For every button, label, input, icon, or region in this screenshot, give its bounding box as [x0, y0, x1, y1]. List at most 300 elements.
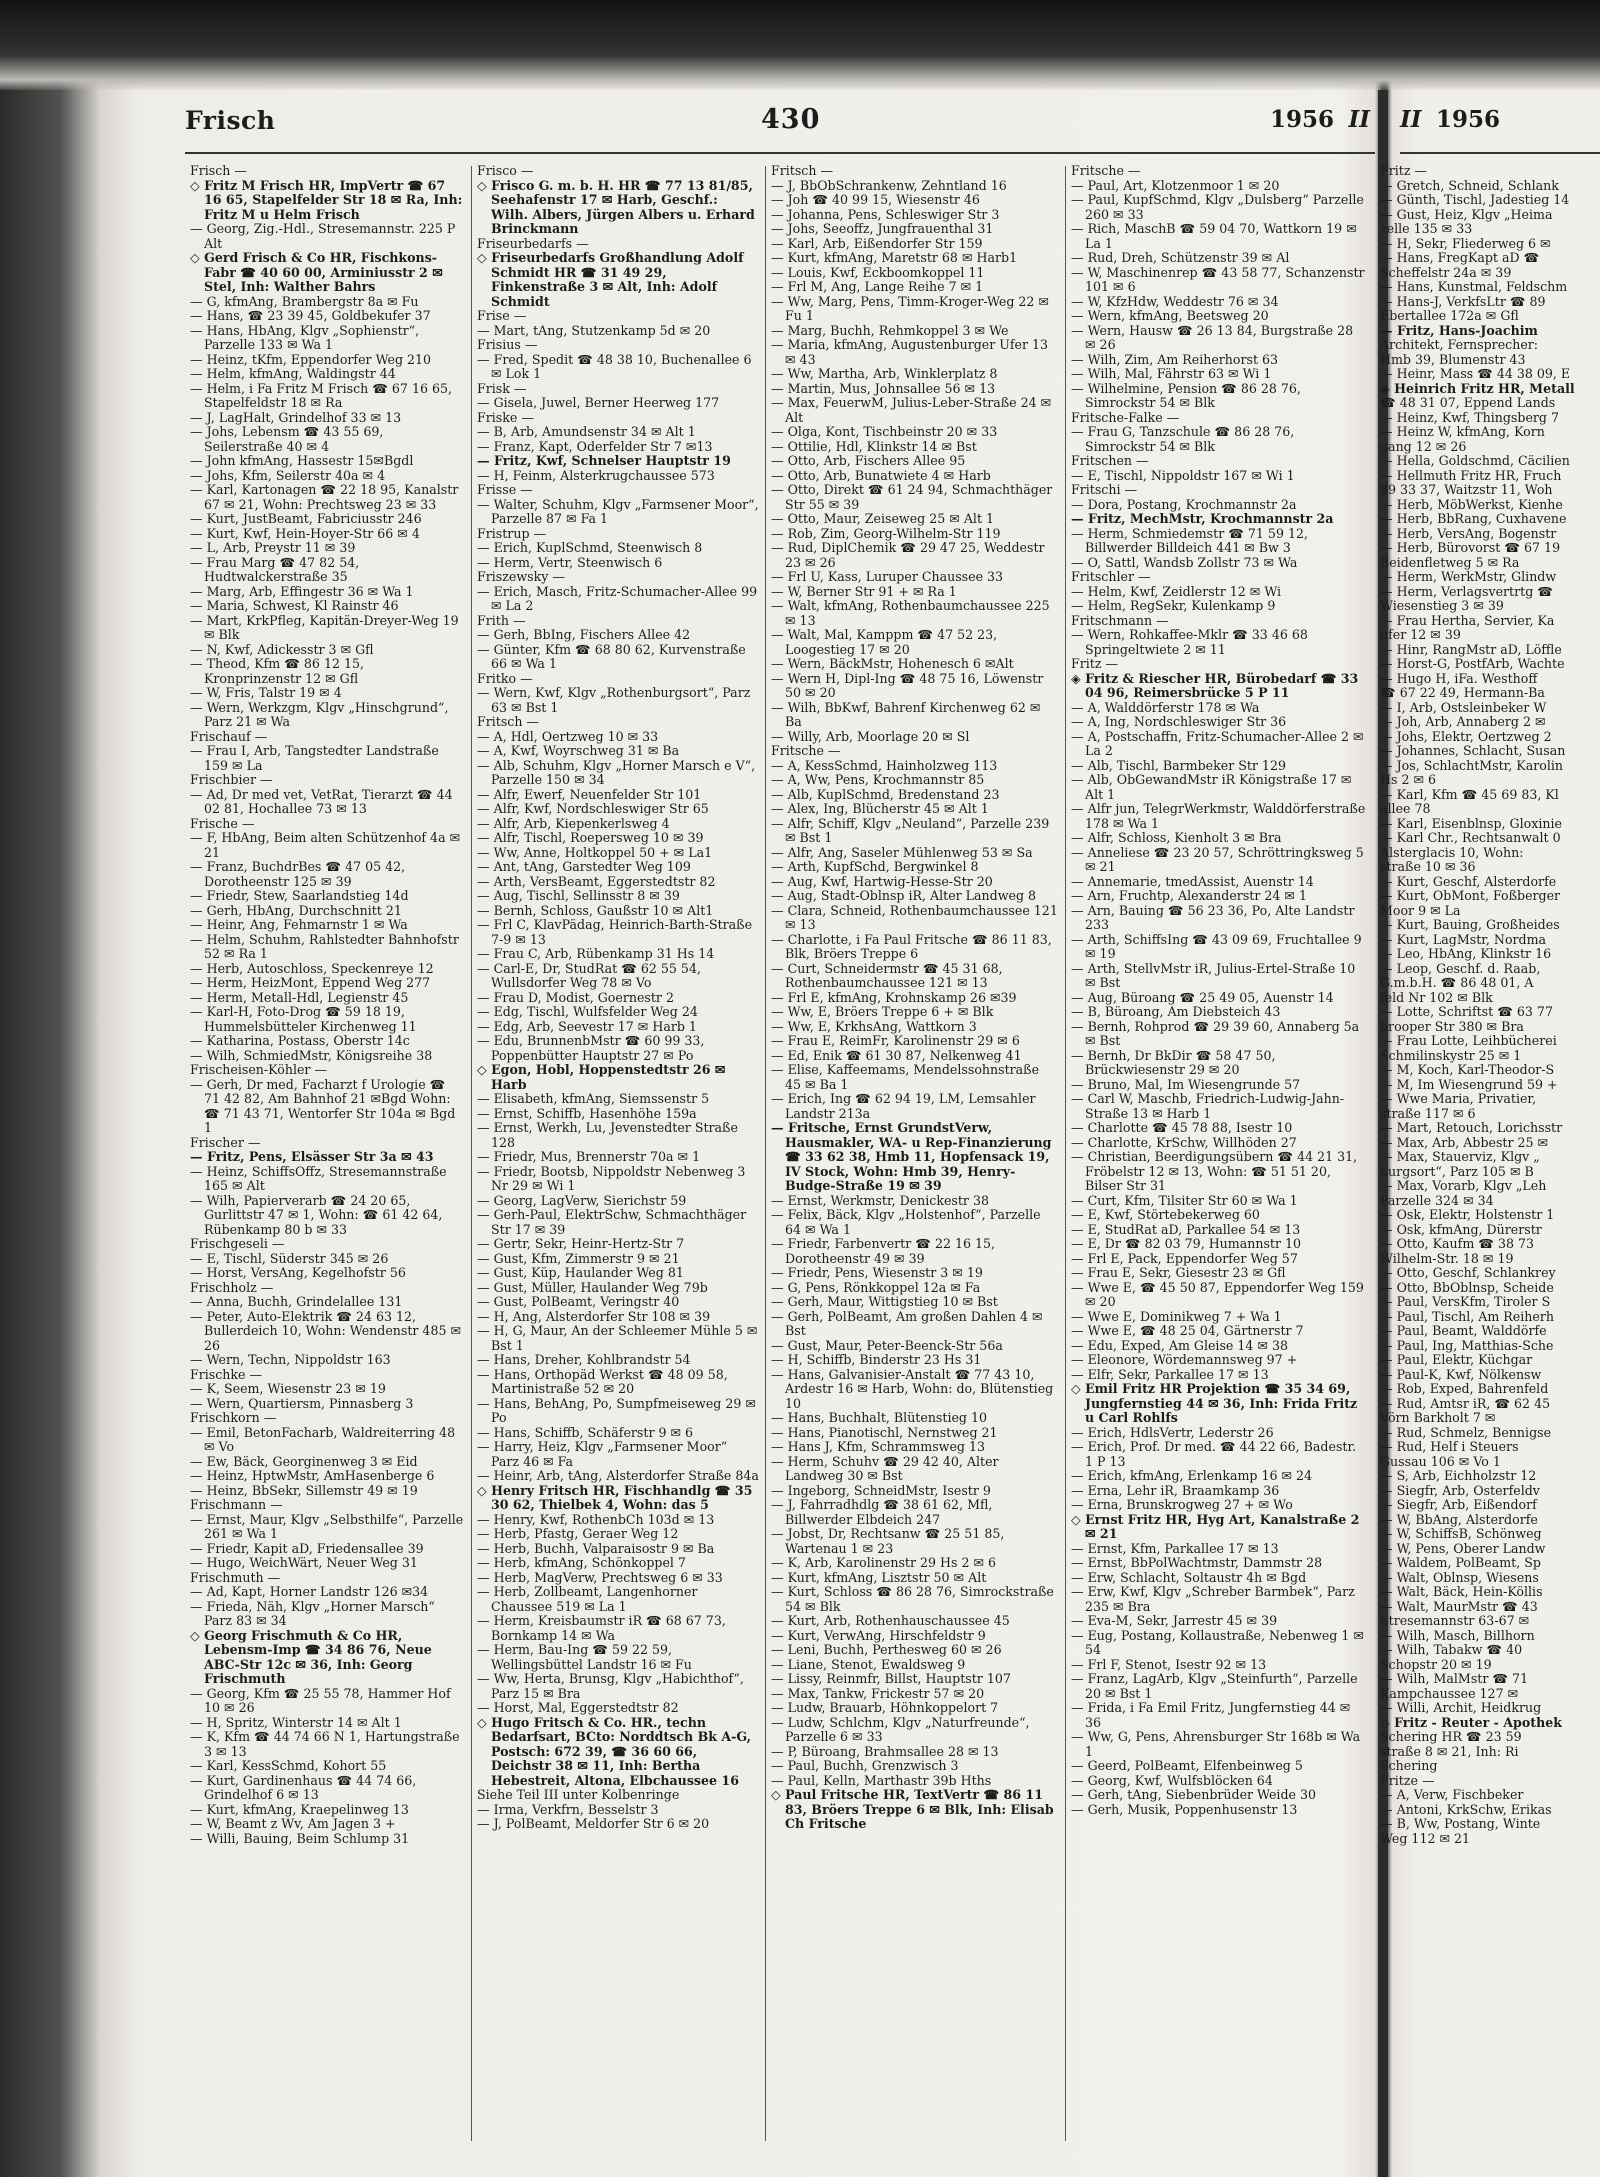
directory-entry: — Rob, Exped, Bahrenfeld	[1380, 1381, 1549, 1396]
directory-entry: — Heinz, Kwf, Thingsberg 7	[1380, 409, 1560, 425]
directory-entry: — Hugo, WeichWärt, Neuer Weg 31	[190, 1555, 418, 1570]
directory-entry: ◇ Paul Fritsche HR, TextVertr ☎ 86 11 83, Bröers Treppe 6 ✉ Blk, Inh: Elisab Ch Fritsche	[771, 1787, 1054, 1831]
directory-entry: — Ottilie, Hdl, Klinkstr 14 ✉ Bst	[771, 438, 977, 454]
directory-entry: — Bruno, Mal, Im Wiesengrunde 57	[1071, 1076, 1301, 1092]
directory-entry: — Willi, Archit, Heidkrug	[1380, 1700, 1542, 1715]
directory-entry: — Herb, VersAng, Bogenstr	[1380, 525, 1557, 541]
directory-entry: — Anneliese ☎ 23 20 57, Schröttringksweg 5 ✉ 21	[1071, 844, 1364, 874]
directory-entry: — Harry, Heiz, Klgv „Farmsener Moor“ Parz 46 ✉ Fa	[477, 1439, 728, 1469]
directory-entry: — I, Arb, Ostsleinbeker W	[1380, 699, 1547, 715]
directory-entry: — Elfr, Sekr, Parkallee 17 ✉ 13	[1071, 1366, 1269, 1382]
directory-entry: — Olga, Kont, Tischbeinstr 20 ✉ 33	[771, 424, 998, 439]
directory-entry: — M, Im Wiesengrund 59 +	[1380, 1076, 1558, 1092]
header-keyword: Frisch	[185, 106, 276, 135]
directory-entry: Friseurbedarfs —	[477, 235, 589, 251]
directory-entry: — Leo, HbAng, Klinkstr 16	[1380, 946, 1552, 961]
directory-entry: straße 10 ✉ 36	[1380, 859, 1476, 874]
directory-entry: Gussau 106 ✉ Vo 1	[1380, 1453, 1501, 1469]
directory-entry: — Paul, Buchh, Grenzwisch 3	[771, 1758, 959, 1773]
directory-entry: — Erich, Ing ☎ 62 94 19, LM, Lemsahler Landstr 213a	[771, 1091, 1036, 1121]
directory-entry: — Frau Hertha, Servier, Ka	[1380, 612, 1555, 628]
directory-entry: — Wilh, MalMstr ☎ 71	[1380, 1671, 1529, 1686]
directory-entry: — Alfr, Schloss, Kienholt 3 ✉ Bra	[1071, 830, 1282, 845]
directory-entry: — Siegfr, Arb, Osterfeldv	[1380, 1482, 1540, 1498]
directory-entry: — W, Fris, Talstr 19 ✉ 4	[190, 685, 342, 700]
directory-entry: — Johanna, Pens, Schleswiger Str 3	[771, 206, 1000, 222]
directory-entry: — H, Schiffb, Binderstr 23 Hs 31	[771, 1352, 982, 1367]
directory-entry: — Otto, Maur, Zeiseweg 25 ✉ Alt 1	[771, 511, 995, 526]
directory-entry: — Emil, BetonFacharb, Waldreiterring 48 ✉ Vo	[190, 1424, 456, 1454]
directory-entry: — Ernst, BbPolWachtmstr, Dammstr 28	[1071, 1555, 1323, 1570]
directory-entry: — F, HbAng, Beim alten Schützenhof 4a ✉ 21	[190, 830, 461, 860]
directory-entry: Frisse —	[477, 482, 533, 497]
directory-entry: — Edu, Exped, Am Gleise 14 ✉ 38	[1071, 1337, 1288, 1353]
directory-entry: — Dora, Postang, Krochmannstr 2a	[1071, 496, 1297, 512]
directory-entry: — Hans, Schiffb, Schäferstr 9 ✉ 6	[477, 1424, 694, 1440]
directory-entry: — Gerh, HbAng, Durchschnitt 21	[190, 902, 402, 918]
directory-entry: ◇ Frisco G. m. b. H. HR ☎ 77 13 81/85, Seehafenstr 17 ✉ Harb, Geschf.: Wilh. Albers, Jürgen Albers u. Erhard Brinckmann	[477, 177, 755, 236]
directory-entry: — Fritz, Kwf, Schnelser Hauptstr 19	[477, 453, 731, 468]
directory-entry: ◇ Georg Frischmuth & Co HR, Lebensm-Imp ☎ 34 86 76, Neue ABC-Str 12c ✉ 36, Inh: Georg Frischmuth	[190, 1627, 432, 1686]
directory-entry: Beidenfletweg 5 ✉ Ra	[1380, 554, 1520, 570]
directory-entry: — Johannes, Schlacht, Susan	[1380, 743, 1566, 758]
page-header	[185, 100, 1370, 144]
directory-entry: — Christian, Beerdigungsübern ☎ 44 21 31, Fröbelstr 12 ✉ 13, Wohn: ☎ 51 51 20, Bilser Str 31	[1071, 1149, 1358, 1193]
directory-entry: — E, Tischl, Nippoldstr 167 ✉ Wi 1	[1071, 467, 1295, 483]
directory-entry: — Franz, BuchdrBes ☎ 47 05 42, Dorotheenstr 125 ✉ 39	[190, 859, 406, 889]
directory-entry: — Marg, Arb, Effingestr 36 ✉ Wa 1	[190, 583, 414, 599]
directory-entry: — Paul-K, Kwf, Nölkensw	[1380, 1366, 1542, 1382]
directory-entry: — Ww, Herta, Brunsg, Klgv „Habichthof“, Parz 15 ✉ Bra	[477, 1671, 744, 1701]
directory-entry: — Herm, Kreisbaumstr iR ☎ 68 67 73, Bornkamp 14 ✉ Wa	[477, 1613, 726, 1643]
directory-entry: — Herm, HeizMont, Eppend Weg 277	[190, 975, 431, 990]
directory-entry: Fritsche —	[1071, 164, 1141, 178]
directory-entry: — Martin, Mus, Johnsallee 56 ✉ 13	[771, 380, 996, 396]
directory-entry: — Hans, Buchhalt, Blütenstieg 10	[771, 1410, 988, 1425]
directory-entry: — Helm, i Fa Fritz M Frisch ☎ 67 16 65, Stapelfeldstr 18 ✉ Ra	[190, 380, 453, 410]
directory-entry: — Otto, Arb, Bunatwiete 4 ✉ Harb	[771, 467, 991, 483]
directory-entry: — Leop, Geschf. d. Raab,	[1380, 960, 1541, 976]
header-volume: II	[1348, 106, 1370, 133]
directory-entry: — Ad, Dr med vet, VetRat, Tierarzt ☎ 44 02 81, Hochallee 73 ✉ 13	[190, 786, 453, 816]
directory-entry: — W, KfzHdw, Weddestr 76 ✉ 34	[1071, 293, 1279, 309]
directory-entry: — Liane, Stenot, Ewaldsweg 9	[771, 1656, 966, 1672]
directory-entry: — Helm, Kwf, Zeidlerstr 12 ✉ Wi	[1071, 583, 1282, 599]
directory-entry: — Kurt, LagMstr, Nordma	[1380, 931, 1547, 947]
directory-entry: — Curt, Schneidermstr ☎ 45 31 68, Rothenbaumchaussee 121 ✉ 13	[771, 960, 1003, 990]
directory-entry: — Ww, G, Pens, Ahrensburger Str 168b ✉ Wa 1	[1071, 1729, 1361, 1759]
directory-entry: — N, Kwf, Adickesstr 3 ✉ Gfl	[190, 641, 374, 657]
directory-entry: Fritschen —	[1071, 453, 1149, 468]
directory-entry: Fritsche —	[771, 743, 841, 758]
directory-entry: — Rud, DiplChemik ☎ 29 47 25, Weddestr 23 ✉ 26	[771, 540, 1045, 570]
directory-entry: — K, Seem, Wiesenstr 23 ✉ 19	[190, 1381, 386, 1396]
directory-entry: — Charlotte ☎ 45 78 88, Isestr 10	[1071, 1120, 1293, 1135]
directory-entry: — Kurt, kfmAng, Kraepelinweg 13	[190, 1801, 409, 1817]
directory-entry: — Gerh, BbIng, Fischers Allee 42	[477, 627, 691, 642]
directory-entry: — Frieda, Näh, Klgv „Horner Marsch“ Parz 83 ✉ 34	[190, 1598, 435, 1628]
directory-entry: — Irma, Verkfrn, Besselstr 3	[477, 1801, 659, 1817]
directory-entry: — Anna, Buchh, Grindelallee 131	[190, 1294, 403, 1309]
directory-entry: — Alb, Schuhm, Klgv „Horner Marsch e V“, Parzelle 150 ✉ 34	[477, 757, 756, 787]
directory-entry: — Hans, Galvanisier-Anstalt ☎ 77 43 10, Ardestr 16 ✉ Harb, Wohn: do, Blütenstieg 10	[771, 1366, 1054, 1411]
directory-entry: — H, Sekr, Fliederweg 6 ✉	[1380, 235, 1551, 251]
directory-entry: Kampchaussee 127 ✉	[1380, 1685, 1519, 1701]
directory-entry: — Frau E, Sekr, Giesestr 23 ✉ Gfl	[1071, 1265, 1286, 1280]
directory-entry: — Alex, Ing, Blücherstr 45 ✉ Alt 1	[771, 801, 989, 816]
directory-entry: — Karl, Arb, Eißendorfer Str 159	[771, 235, 983, 251]
directory-entry: — Arth, SchiffsIng ☎ 43 09 69, Fruchtallee 9 ✉ 19	[1071, 931, 1362, 961]
directory-entry: — Alfr, Ewerf, Neuenfelder Str 101	[477, 786, 702, 802]
directory-entry: — Ernst, Werkh, Lu, Jevenstedter Straße 128	[477, 1120, 738, 1150]
directory-entry: straße 117 ✉ 6	[1380, 1105, 1476, 1121]
directory-entry: — A, Kwf, Woyrschweg 31 ✉ Ba	[477, 743, 680, 758]
directory-entry: — Antoni, KrkSchw, Erikas	[1380, 1801, 1552, 1817]
directory-entry: — M, Koch, Karl-Theodor-S	[1380, 1062, 1555, 1077]
directory-entry: — Maria, Schwest, Kl Rainstr 46	[190, 598, 399, 613]
directory-entry: — John kfmAng, Hassestr 15✉Bgdl	[190, 453, 414, 468]
directory-entry: — Karl Chr., Rechtsanwalt 0	[1380, 830, 1561, 845]
directory-entry: — Wern, Techn, Nippoldstr 163	[190, 1352, 391, 1367]
directory-entry: Ebertallee 172a ✉ Gfl	[1380, 308, 1519, 323]
directory-entry: — Clara, Schneid, Rothenbaumchaussee 121 ✉ 13	[771, 902, 1058, 932]
directory-entry: — Johs, Kfm, Seilerstr 40a ✉ 4	[190, 467, 386, 483]
directory-entry: — Wwe E, Dominikweg 7 + Wa 1	[1071, 1308, 1282, 1324]
directory-entry: — Wilh, Papierverarb ☎ 24 20 65, Gurlittstr 47 ✉ 1, Wohn: ☎ 61 42 64, Rübenkamp 80 b ✉ 33	[190, 1192, 443, 1237]
directory-entry: — Wilh, Mal, Fährstr 63 ✉ Wi 1	[1071, 366, 1272, 381]
directory-entry: brooper Str 380 ✉ Bra	[1380, 1018, 1524, 1034]
directory-entry: ufer 12 ✉ 39	[1380, 627, 1461, 642]
directory-entry: — Heinz, SchiffsOffz, Stresemannstraße 165 ✉ Alt	[190, 1163, 447, 1193]
directory-entry: — Hans J, Kfm, Schrammsweg 13	[771, 1439, 985, 1454]
directory-entry: Fritschler —	[1071, 569, 1151, 584]
directory-entry: — Heinz, BbSekr, Sillemstr 49 ✉ 19	[190, 1482, 418, 1498]
directory-entry: — A, Ww, Pens, Krochmannstr 85	[771, 772, 985, 787]
directory-entry: — B, Büroang, Am Diebsteich 43	[1071, 1004, 1281, 1019]
directory-entry: — Herb, BbRang, Cuxhavene	[1380, 511, 1567, 526]
directory-entry: — Hans, Pianotischl, Nernstweg 21	[771, 1424, 998, 1440]
directory-entry: Fritsch —	[771, 164, 834, 178]
directory-entry: — Alb, Tischl, Barmbeker Str 129	[1071, 757, 1286, 773]
directory-entry: — Herb, Autoschloss, Speckenreye 12	[190, 960, 434, 976]
directory-entry: — Wwe E, ☎ 45 50 87, Eppendorfer Weg 159 ✉ 20	[1071, 1279, 1364, 1309]
directory-entry: Frisch —	[190, 164, 248, 178]
directory-entry: — Otto, Direkt ☎ 61 24 94, Schmachthäger Str 55 ✉ 39	[771, 482, 1053, 512]
column-divider	[765, 166, 766, 2141]
directory-entry: feld Nr 102 ✉ Blk	[1380, 989, 1493, 1005]
directory-entry: — Helm, Schuhm, Rahlstedter Bahnhofstr 52 ✉ Ra 1	[190, 931, 459, 961]
directory-entry: — Gust, Maur, Peter-Beenck-Str 56a	[771, 1337, 1003, 1353]
directory-entry: — J, Fahrradhdlg ☎ 38 61 62, Mfl, Billwerder Elbdeich 247	[771, 1497, 993, 1527]
directory-entry: — Gerh, tAng, Siebenbrüder Weide 30	[1071, 1787, 1316, 1802]
directory-entry: — Kurt, JustBeamt, Fabriciusstr 246	[190, 511, 422, 526]
directory-entry: — Herm, Vertr, Steenwisch 6	[477, 554, 663, 570]
directory-entry: — Kurt, kfmAng, Lisztstr 50 ✉ Alt	[771, 1569, 987, 1585]
directory-entry: — Georg, Zig.-Hdl., Stresemannstr. 225 P Alt	[190, 221, 456, 251]
directory-entry: — Rich, MaschB ☎ 59 04 70, Wattkorn 19 ✉ La 1	[1071, 221, 1357, 251]
directory-entry: — Herm, Bau-Ing ☎ 59 22 59, Wellingsbüttel Landstr 16 ✉ Fu	[477, 1642, 692, 1672]
directory-entry: — Alb, ObGewandMstr iR Königstraße 17 ✉ Alt 1	[1071, 772, 1352, 802]
directory-entry: — Max, FeuerwM, Julius-Leber-Straße 24 ✉ Alt	[771, 395, 1052, 425]
directory-entry: Wilhelm-Str. 18 ✉ 19	[1380, 1250, 1514, 1266]
directory-entry: — Frau I, Arb, Tangstedter Landstraße 159 ✉ La	[190, 743, 439, 773]
directory-entry: Frischgeseli —	[190, 1236, 285, 1251]
directory-entry: — B, Ww, Postang, Winte	[1380, 1816, 1541, 1831]
directory-entry: — Gerh-Paul, ElektrSchw, Schmachthäger Str 17 ✉ 39	[477, 1207, 747, 1237]
directory-entry: — A, Walddörferstr 178 ✉ Wa	[1071, 699, 1260, 715]
directory-entry: — Elise, Kaffeemams, Mendelssohnstraße 45 ✉ Ba 1	[771, 1062, 1040, 1092]
directory-entry: — Willy, Arb, Moorlage 20 ✉ Sl	[771, 728, 970, 744]
directory-entry: — Karl, KessSchmd, Kohort 55	[190, 1758, 387, 1773]
directory-entry: allee 78	[1380, 801, 1431, 816]
directory-entry: — Wern, Quartiersm, Pinnasberg 3	[190, 1395, 414, 1411]
directory-entry: — Wern H, Dipl-Ing ☎ 48 75 16, Löwenstr 50 ✉ 20	[771, 670, 1044, 700]
directory-entry: — Felix, Bäck, Klgv „Holstenhof“, Parzelle 64 ✉ Wa 1	[771, 1207, 1041, 1237]
directory-entry: Scheffelstr 24a ✉ 39	[1380, 264, 1512, 280]
header-rule	[185, 152, 1375, 154]
header-year: 1956	[1269, 106, 1334, 133]
directory-entry: — Wwe E, ☎ 48 25 04, Gärtnerstr 7	[1071, 1323, 1304, 1338]
directory-entry: Fritschmann —	[1071, 612, 1169, 628]
directory-entry: — Herm, WerkMstr, Glindw	[1380, 569, 1557, 584]
directory-entry: — Ww, E, KrkhsAng, Wattkorn 3	[771, 1018, 977, 1034]
directory-entry: — Aug, Tischl, Sellinsstr 8 ✉ 39	[477, 888, 680, 903]
directory-entry: — Walt, Bäck, Hein-Köllis	[1380, 1584, 1543, 1599]
directory-entry: — Aug, Stadt-Oblnsp iR, Alter Landweg 8	[771, 888, 1037, 903]
directory-entry: — Aug, Kwf, Hartwig-Hesse-Str 20	[771, 873, 993, 889]
directory-entry: — B, Arb, Amundsenstr 34 ✉ Alt 1	[477, 424, 696, 439]
directory-entry: — Hella, Goldschmd, Cäcilien	[1380, 453, 1570, 468]
directory-entry: — S, Arb, Eichholzstr 12	[1380, 1468, 1537, 1483]
directory-entry: — Frau Marg ☎ 47 82 54, Hudtwalckerstraße 35	[190, 554, 360, 584]
directory-entry: — Karl, Kfm ☎ 45 69 83, Kl	[1380, 786, 1559, 802]
directory-entry: — Hans, Orthopäd Werkst ☎ 48 09 58, Martinistraße 52 ✉ 20	[477, 1366, 728, 1396]
directory-entry: — Edu, BrunnenbMstr ☎ 60 99 33, Poppenbütter Hauptstr 27 ✉ Po	[477, 1033, 705, 1063]
directory-entry: — Walt, Mal, Kamppm ☎ 47 52 23, Loogestieg 17 ✉ 20	[771, 627, 998, 657]
directory-entry: — H, Feinm, Alsterkrugchaussee 573	[477, 467, 715, 483]
directory-entry: — Max, Stauerviz, Klgv „	[1380, 1149, 1540, 1164]
directory-entry: — Paul, Tischl, Am Reiherh	[1380, 1308, 1554, 1324]
directory-entry: — W, SchiffsB, Schönweg	[1380, 1526, 1542, 1541]
directory-entry: — Paul, Beamt, Walddörfe	[1380, 1323, 1547, 1338]
directory-entry: — Heinz, HptwMstr, AmHasenberge 6	[190, 1468, 435, 1483]
directory-entry: Frische —	[190, 815, 255, 831]
directory-entry: Frischbier —	[190, 772, 273, 787]
directory-entry: — Edg, Tischl, Wulfsfelder Weg 24	[477, 1004, 698, 1019]
directory-entry: — P, Büroang, Brahmsallee 28 ✉ 13	[771, 1743, 999, 1759]
column-divider	[471, 166, 472, 2141]
directory-entry: burgsort“, Parz 105 ✉ B	[1380, 1163, 1534, 1179]
directory-entry: — Alb, KuplSchmd, Bredenstand 23	[771, 786, 1000, 802]
directory-entry: — Kurt, Arb, Rothenhauschaussee 45	[771, 1613, 1010, 1628]
directory-entry: — Theod, Kfm ☎ 86 12 15, Kronprinzenstr 12 ✉ Gfl	[190, 656, 365, 686]
directory-entry: — Herm, Metall-Hdl, Legienstr 45	[190, 989, 409, 1005]
directory-entry: — Karl-H, Foto-Drog ☎ 59 18 19, Hummelsbütteler Kirchenweg 11	[190, 1004, 417, 1034]
directory-entry: — Franz, LagArb, Klgv „Steinfurth“, Parzelle 20 ✉ Bst 1	[1071, 1671, 1358, 1701]
directory-entry: — G, Pens, Rönkkoppel 12a ✉ Fa	[771, 1279, 981, 1295]
directory-entry: — Eleonore, Wördemannsweg 97 +	[1071, 1352, 1298, 1367]
directory-entry: — Erna, Lehr iR, Braamkamp 36	[1071, 1482, 1280, 1498]
directory-entry: Frischke —	[190, 1366, 263, 1382]
directory-entry: — Arth, StellvMstr iR, Julius-Ertel-Straße 10 ✉ Bst	[1071, 960, 1356, 990]
directory-entry: — Paul, Elektr, Küchgar	[1380, 1352, 1533, 1367]
directory-entry: Fritz —	[1380, 164, 1428, 178]
directory-entry: — Heinr, Ang, Fehmarnstr 1 ✉ Wa	[190, 917, 408, 932]
directory-entry: — Helm, RegSekr, Kulenkamp 9	[1071, 598, 1276, 613]
directory-entry: — O, Sattl, Wandsb Zollstr 73 ✉ Wa	[1071, 554, 1298, 570]
directory-column-right-page	[1380, 164, 1594, 2149]
directory-entry: — Leni, Buchh, Perthesweg 60 ✉ 26	[771, 1642, 1002, 1657]
directory-entry: — Max, Vorarb, Klgv „Leh	[1380, 1178, 1547, 1193]
directory-entry: — Friedr, Bootsb, Nippoldstr Nebenweg 3 Nr 29 ✉ Wi 1	[477, 1163, 746, 1193]
directory-entry: — Georg, Kfm ☎ 25 55 78, Hammer Hof 10 ✉ 26	[190, 1685, 451, 1715]
directory-entry: Frischeisen-Köhler —	[190, 1062, 328, 1077]
directory-entry: — Ludw, Brauarb, Höhnkoppelort 7	[771, 1700, 999, 1715]
directory-entry: — Johs, Lebensm ☎ 43 55 69, Seilerstraße 40 ✉ 4	[190, 424, 384, 454]
directory-entry: — E, Dr ☎ 82 03 79, Humannstr 10	[1071, 1236, 1302, 1251]
directory-entry: — Rud, Helf i Steuers	[1380, 1439, 1519, 1454]
directory-entry: — Gerh, Maur, Wittigstieg 10 ✉ Bst	[771, 1294, 998, 1309]
directory-entry: — Rud, Schmelz, Bennigse	[1380, 1424, 1552, 1440]
directory-entry: Frith —	[477, 612, 526, 628]
directory-entry: — Heinr, Arb, tAng, Alsterdorfer Straße 84a	[477, 1468, 759, 1483]
directory-entry: — K, Kfm ☎ 44 74 66 N 1, Hartungstraße 3 ✉ 13	[190, 1729, 460, 1759]
directory-entry: Alsterglacis 10, Wohn:	[1380, 844, 1524, 860]
directory-entry: Friske —	[477, 409, 534, 425]
directory-entry: — Edg, Arb, Seevestr 17 ✉ Harb 1	[477, 1018, 697, 1034]
directory-entry: — Günth, Tischl, Jadestieg 14	[1380, 192, 1570, 207]
directory-entry: — Erich, HdlsVertr, Lederstr 26	[1071, 1424, 1274, 1440]
directory-entry: — Ernst, Kfm, Parkallee 17 ✉ 13	[1071, 1540, 1279, 1556]
directory-entry: — J, PolBeamt, Meldorfer Str 6 ✉ 20	[477, 1816, 710, 1831]
directory-entry: — Hans-J, VerkfsLtr ☎ 89	[1380, 293, 1546, 309]
directory-entry: — Wilh, Masch, Billhorn	[1380, 1627, 1535, 1643]
directory-entry: — Gertr, Sekr, Heinr-Hertz-Str 7	[477, 1236, 685, 1251]
directory-column-2	[477, 164, 759, 2149]
directory-entry: — Kurt, Kwf, Hein-Hoyer-Str 66 ✉ 4	[190, 525, 420, 541]
directory-entry: — Gust, Heiz, Klgv „Heima	[1380, 206, 1553, 222]
directory-entry: — Gust, Kfm, Zimmerstr 9 ✉ 21	[477, 1250, 680, 1266]
directory-entry: — W, Pens, Oberer Landw	[1380, 1540, 1546, 1556]
right-header-year: 1956	[1436, 106, 1501, 133]
directory-entry: — Alfr, Schiff, Klgv „Neuland“, Parzelle 239 ✉ Bst 1	[771, 815, 1050, 845]
directory-entry: — K, Arb, Karolinenstr 29 Hs 2 ✉ 6	[771, 1555, 997, 1570]
directory-entry: — Eva-M, Sekr, Jarrestr 45 ✉ 39	[1071, 1613, 1278, 1628]
directory-entry: — Frl E, Pack, Eppendorfer Weg 57	[1071, 1250, 1298, 1266]
directory-entry: — Ed, Enik ☎ 61 30 87, Nelkenweg 41	[771, 1047, 1022, 1063]
directory-entry: ◇ Henry Fritsch HR, Fischhandlg ☎ 35 30 62, Thielbek 4, Wohn: das 5	[477, 1482, 753, 1512]
directory-entry: — Helm, kfmAng, Waldingstr 44	[190, 366, 396, 381]
directory-entry: — Karl, Eisenblnsp, Gloxinie	[1380, 815, 1562, 831]
directory-entry: — Fred, Spedit ☎ 48 38 10, Buchenallee 6 ✉ Lok 1	[477, 351, 752, 381]
directory-entry: — Arn, Fruchtp, Alexanderstr 24 ✉ 1	[1071, 888, 1307, 903]
directory-entry: Frischholz —	[190, 1279, 274, 1295]
directory-entry: — Frl M, Ang, Lange Reihe 7 ✉ 1	[771, 279, 984, 294]
directory-entry: — Herm, Verlagsvertrtg ☎	[1380, 583, 1553, 599]
directory-entry: — Mart, tAng, Stutzenkamp 5d ✉ 20	[477, 322, 711, 338]
directory-column-4	[1071, 164, 1367, 2149]
directory-entry: — Elisabeth, kfmAng, Siemssenstr 5	[477, 1091, 710, 1106]
directory-entry: ◇ Emil Fritz HR Projektion ☎ 35 34 69, Jungfernstieg 44 ✉ 36, Inh: Frida Fritz u Carl Rohlfs	[1071, 1381, 1358, 1425]
directory-entry: — Annemarie, tmedAssist, Auenstr 14	[1071, 873, 1314, 889]
directory-entry: — Friedr, Mus, Brennerstr 70a ✉ 1	[477, 1149, 701, 1164]
directory-entry: ◇ Ernst Fritz HR, Hyg Art, Kanalstraße 2 ✉ 21	[1071, 1511, 1360, 1541]
directory-entry: — Curt, Kfm, Tilsiter Str 60 ✉ Wa 1	[1071, 1192, 1298, 1208]
directory-entry: Schering	[1380, 1758, 1438, 1773]
directory-entry: Fritschi —	[1071, 482, 1138, 497]
directory-entry: Hs 2 ✉ 6	[1380, 772, 1437, 787]
directory-entry: Frischauf —	[190, 728, 268, 744]
directory-entry: — E, StudRat aD, Parkallee 54 ✉ 13	[1071, 1221, 1301, 1237]
directory-entry: — Frl F, Stenot, Isestr 92 ✉ 13	[1071, 1656, 1267, 1672]
directory-entry: — Johs, Seeoffz, Jungfrauenthal 31	[771, 221, 994, 236]
directory-entry: — Franz, Kapt, Oderfelder Str 7 ✉13	[477, 438, 713, 454]
directory-entry: Fritze —	[1380, 1772, 1435, 1788]
scan-top-shadow	[0, 0, 1600, 90]
directory-entry: — Rud, Amtsr iR, ☎ 62 45	[1380, 1395, 1551, 1411]
directory-entry: — Hans, Dreher, Kohlbrandstr 54	[477, 1352, 691, 1367]
directory-entry: — H, G, Maur, An der Schleemer Mühle 5 ✉ Bst 1	[477, 1323, 758, 1353]
directory-entry: — Mart, Retouch, Lorichsstr	[1380, 1120, 1563, 1135]
directory-entry: — Louis, Kwf, Eckboomkoppel 11	[771, 264, 985, 280]
directory-entry: — H, Spritz, Winterstr 14 ✉ Alt 1	[190, 1714, 402, 1730]
directory-entry: — Friedr, Stew, Saarlandstieg 14d	[190, 888, 409, 903]
directory-entry: — Horst, VersAng, Kegelhofstr 56	[190, 1265, 406, 1280]
directory-entry: — W, Beamt z Wv, Am Jagen 3 +	[190, 1816, 396, 1831]
directory-entry: — Ludw, Schlchm, Klgv „Naturfreunde“, Parzelle 6 ✉ 33	[771, 1714, 1030, 1744]
directory-entry: — Gust, PolBeamt, Veringstr 40	[477, 1294, 680, 1309]
directory-entry: — Kurt, Geschf, Alsterdorfe	[1380, 873, 1557, 889]
directory-entry: — Herb, Pfastg, Geraer Weg 12	[477, 1526, 679, 1541]
directory-entry: — Frida, i Fa Emil Fritz, Jungfernstieg 44 ✉ 36	[1071, 1700, 1351, 1730]
directory-entry: Fritsche-Falke —	[1071, 409, 1180, 425]
directory-entry: — G, kfmAng, Brambergstr 8a ✉ Fu	[190, 293, 419, 309]
directory-entry: — Friedr, Farbenvertr ☎ 22 16 15, Dorotheenstr 49 ✉ 39	[771, 1236, 996, 1266]
directory-entry: — Peter, Auto-Elektrik ☎ 24 63 12, Bullerdeich 10, Wohn: Wendenstr 485 ✉ 26	[190, 1308, 462, 1353]
directory-entry: — L, Arb, Preystr 11 ✉ 39	[190, 540, 356, 555]
directory-entry: — Paul, VersKfm, Tiroler S	[1380, 1294, 1551, 1309]
directory-entry: — Frau Lotte, Leihbücherei	[1380, 1033, 1557, 1048]
directory-entry: — Frl E, kfmAng, Krohnskamp 26 ✉39	[771, 989, 1017, 1005]
directory-entry: — Erich, kfmAng, Erlenkamp 16 ✉ 24	[1071, 1468, 1313, 1483]
directory-entry: ◇ Fritz - Reuter - Apothek	[1380, 1714, 1562, 1730]
directory-entry: — Bernh, Dr BkDir ☎ 58 47 50, Brückwiesenstr 29 ✉ 20	[1071, 1047, 1276, 1077]
right-page-header	[1400, 100, 1600, 144]
directory-entry: — Frl C, KlavPädag, Heinrich-Barth-Straße 7-9 ✉ 13	[477, 917, 753, 947]
directory-entry: — Herb, kfmAng, Schönkoppel 7	[477, 1555, 686, 1570]
directory-entry: — Paul, Ing, Matthias-Sche	[1380, 1337, 1554, 1353]
directory-entry: — Geerd, PolBeamt, Elfenbeinweg 5	[1071, 1758, 1303, 1773]
directory-entry: ◇ Friseurbedarfs Großhandlung Adolf Schmidt HR ☎ 31 49 29, Finkenstraße 3 ✉ Alt, Inh: Adolf Schmidt	[477, 250, 744, 309]
directory-entry: — Wern, Werkzgm, Klgv „Hinschgrund“, Parz 21 ✉ Wa	[190, 699, 449, 729]
directory-entry: Schmilinskystr 25 ✉ 1	[1380, 1047, 1522, 1063]
directory-entry: Frischkorn —	[190, 1410, 277, 1425]
directory-entry: — Karl, Kartonagen ☎ 22 18 95, Kanalstr 67 ✉ 21, Wohn: Prechtsweg 23 ✉ 33	[190, 482, 459, 512]
directory-entry: — Georg, Kwf, Wulfsblöcken 64	[1071, 1772, 1273, 1788]
directory-entry: — Lotte, Schriftst ☎ 63 77	[1380, 1004, 1553, 1019]
directory-entry: — Ernst, Werkmstr, Denickestr 38	[771, 1192, 989, 1208]
directory-entry: — Wern, Rohkaffee-Mklr ☎ 33 46 68 Springeltwiete 2 ✉ 11	[1071, 627, 1308, 657]
directory-entry: ◇ Hugo Fritsch & Co. HR., techn Bedarfsart, BCto: Norddtsch Bk A-G, Postsch: 672 39, ☎ 36 60 66, Deichstr 38 ✉ 11, Inh: Bertha Hebestreit, Altona, Elbchaussee 16	[477, 1714, 752, 1788]
directory-entry: — Wern, BäckMstr, Hohenesch 6 ✉Alt	[771, 656, 1014, 671]
directory-entry: Fritsch —	[477, 714, 540, 729]
directory-entry: — Wilh, BbKwf, Bahrenf Kirchenweg 62 ✉ Ba	[771, 699, 1041, 729]
directory-entry: — Wilh, Zim, Am Reiherhorst 63	[1071, 351, 1279, 367]
directory-entry: Architekt, Fernsprecher:	[1380, 337, 1539, 352]
directory-entry: — Joh, Arb, Annaberg 2 ✉	[1380, 714, 1546, 729]
directory-entry: — Carl-E, Dr, StudRat ☎ 62 55 54, Wullsdorfer Weg 78 ✉ Vo	[477, 960, 701, 990]
directory-entry: — E, Tischl, Süderstr 345 ✉ 26	[190, 1250, 389, 1266]
